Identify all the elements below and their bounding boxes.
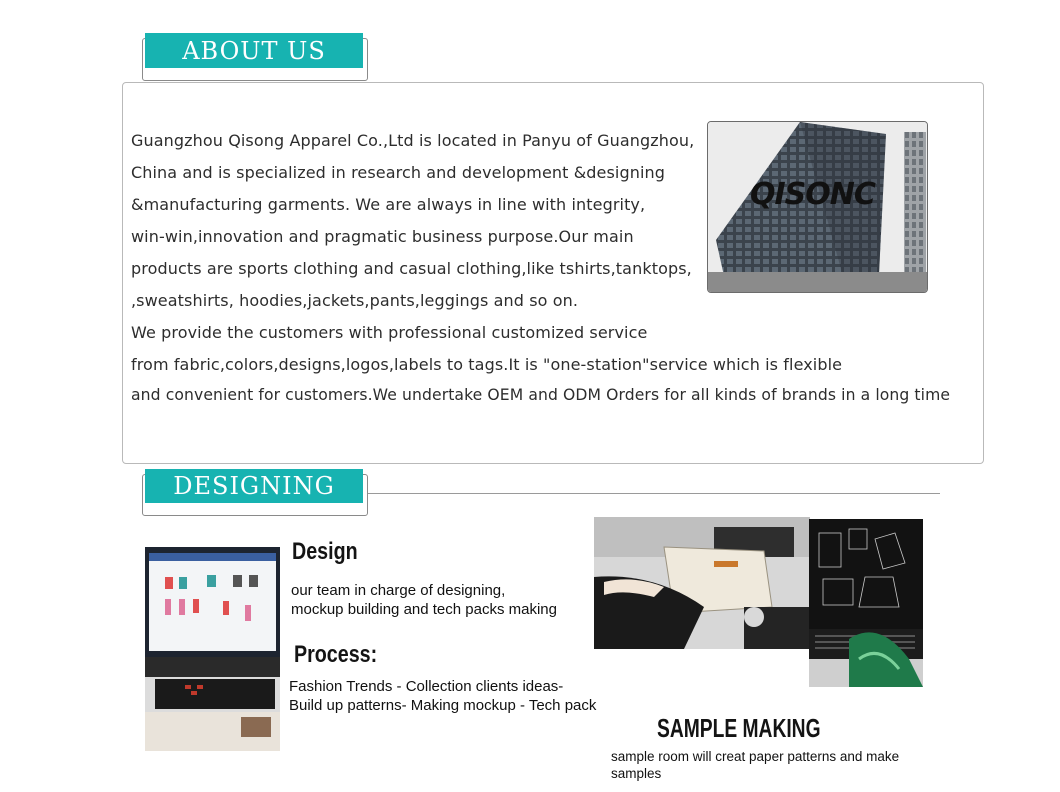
designing-heading: DESIGNING xyxy=(145,469,363,503)
about-line: products are sports clothing and casual clothing,like tshirts,tanktops, xyxy=(131,259,692,278)
design-photo xyxy=(145,547,280,751)
sample-making-text: sample room will creat paper patterns and make samples xyxy=(611,749,900,781)
about-line: ,sweatshirts, hoodies,jackets,pants,leggings and so on. xyxy=(131,291,579,310)
process-text-line: Build up patterns- Making mockup - Tech pack xyxy=(289,697,597,714)
design-title: Design xyxy=(292,538,358,565)
process-title: Process: xyxy=(294,641,378,668)
about-line: Guangzhou Qisong Apparel Co.,Ltd is located in Panyu of Guangzhou, xyxy=(131,131,695,150)
design-text-line: our team in charge of designing, xyxy=(291,582,506,599)
about-line: from fabric,colors,designs,logos,labels to tags.It is "one-station"service which is flexible xyxy=(131,355,843,374)
qisong-logo: QISONC xyxy=(750,177,875,212)
sewing-machine-photo xyxy=(594,517,810,649)
about-heading: ABOUT US xyxy=(145,33,363,68)
pattern-screen-photo xyxy=(809,519,923,687)
about-line: win-win,innovation and pragmatic business purpose.Our main xyxy=(131,227,634,246)
design-text-line: mockup building and tech packs making xyxy=(291,601,557,618)
about-line: We provide the customers with professional customized service xyxy=(131,323,648,342)
about-line: &manufacturing garments. We are always in line with integrity, xyxy=(131,195,646,214)
section-divider xyxy=(368,493,940,494)
process-text-line: Fashion Trends - Collection clients ideas- xyxy=(289,678,564,695)
sample-making-title: SAMPLE MAKING xyxy=(657,713,821,743)
company-building-photo xyxy=(707,121,928,293)
about-line: China and is specialized in research and development &designing xyxy=(131,163,665,182)
about-line: and convenient for customers.We undertake OEM and ODM Orders for all kinds of brands in a long time xyxy=(131,386,951,404)
